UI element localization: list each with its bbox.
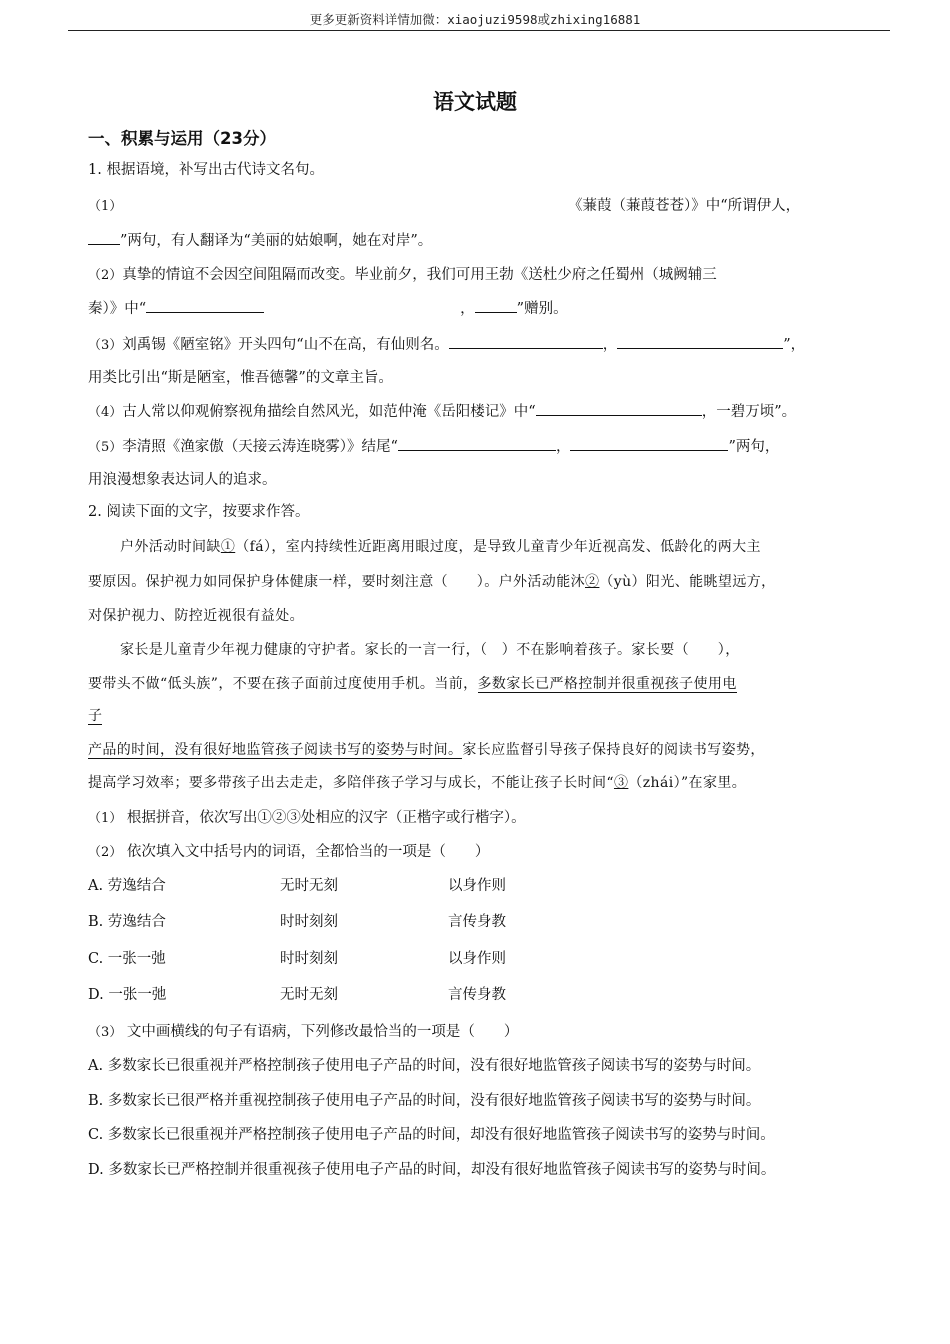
option-word: 无时无刻 xyxy=(280,878,338,894)
sub-question-text: 根据拼音，依次写出①②③处相应的汉字（正楷字或行楷字）。 xyxy=(126,810,526,826)
option-label: C. xyxy=(88,951,104,967)
passage-text: 户外活动时间缺 xyxy=(120,539,221,555)
q1-p2-text-b2: ， xyxy=(460,301,475,317)
q1-p3-num: （3） xyxy=(88,338,123,353)
q1-p4-text-a1: 古人常以仰观俯察视角描绘自然风光，如范仲淹《岳阳楼记》中“ xyxy=(122,404,536,420)
option-word: 时时刻刻 xyxy=(280,914,338,930)
option-word: 以身作则 xyxy=(448,951,506,967)
option-label: A. xyxy=(88,878,104,894)
option-word: 以身作则 xyxy=(448,878,506,894)
q1-p5-text-a2: ， xyxy=(555,439,571,455)
option-text: 多数家长已很重视并严格控制孩子使用电子产品的时间，却没有很好地监管孩子阅读书写的姿势与时间。 xyxy=(107,1127,775,1143)
q2-para2-line4 xyxy=(88,740,765,760)
option-c[interactable] xyxy=(88,949,166,969)
option-word: 一张一弛 xyxy=(108,987,167,1003)
q2-para1-line2 xyxy=(88,572,776,592)
sub-question-num: （2） xyxy=(88,845,123,860)
sub-question-text: 文中画横线的句子有语病，下列修改最恰当的一项是（ ） xyxy=(126,1024,519,1040)
option-label: D. xyxy=(88,1162,104,1178)
q1-p2-text-b3: ”赠别。 xyxy=(516,301,568,317)
q2-sub3 xyxy=(88,1022,518,1043)
option-text: 多数家长已严格控制并很重视孩子使用电子产品的时间，却没有很好地监管孩子阅读书写的姿势与时间。 xyxy=(108,1162,776,1178)
sub3-option-a[interactable] xyxy=(88,1056,760,1076)
option-word: 劳逸结合 xyxy=(107,914,166,930)
q2-para2-line2 xyxy=(88,674,737,694)
passage-text: 家长应监督引导孩子保持良好的阅读书写姿势， xyxy=(462,742,765,758)
q1-p4-line1 xyxy=(88,401,796,423)
option-d[interactable] xyxy=(88,985,166,1005)
q1-p2-line1 xyxy=(88,265,717,286)
q1-p1-line2 xyxy=(88,230,432,251)
underlined-sentence: 子 xyxy=(88,708,103,724)
q1-p4-num: （4） xyxy=(88,405,123,420)
q1-p3-text-a3: ”， xyxy=(783,337,806,353)
option-word: 言传身教 xyxy=(448,914,506,930)
q1-p3-text-a1: 刘禹锡《陋室铭》开头四句“山不在高，有仙则名。 xyxy=(122,337,449,353)
q1-p3-text-b: 用类比引出“斯是陋室，惟吾德馨”的文章主旨。 xyxy=(88,370,393,386)
underlined-sentence: 多数家长已严格控制并很重视孩子使用电 xyxy=(477,676,737,692)
answer-blank[interactable] xyxy=(449,334,603,349)
sub-question-text: 依次填入文中括号内的词语，全都恰当的一项是（ ） xyxy=(126,844,490,860)
q1-p1-num: （1） xyxy=(88,199,123,214)
option-label: A. xyxy=(88,1058,104,1074)
q2-para1-line1 xyxy=(120,537,761,557)
option-word: 一张一弛 xyxy=(107,951,166,967)
answer-blank[interactable] xyxy=(398,436,556,451)
sub3-option-c[interactable] xyxy=(88,1125,775,1145)
q1-p5-text-b: 用浪漫想象表达词人的追求。 xyxy=(88,472,277,488)
q1-p4-text-a2: ，一碧万顷”。 xyxy=(701,404,797,420)
sub-question-num: （3） xyxy=(88,1025,123,1040)
option-word: 时时刻刻 xyxy=(280,951,338,967)
q1-p1-text-a: 《蒹葭（蒹葭苍苍）》中“所谓伊人， xyxy=(568,198,801,214)
q2-sub2 xyxy=(88,842,489,863)
answer-blank[interactable] xyxy=(146,298,264,313)
q1-p3-text-a2: ， xyxy=(602,337,618,353)
q1-p5-line1 xyxy=(88,436,779,458)
option-label: C. xyxy=(88,1127,104,1143)
option-text: 多数家长已很重视并严格控制孩子使用电子产品的时间，没有很好地监管孩子阅读书写的姿势与时间。 xyxy=(107,1058,761,1074)
q1-p5-num: （5） xyxy=(88,440,123,455)
q2-sub1 xyxy=(88,808,526,829)
q1-p2-text-b1: 秦）》中“ xyxy=(88,301,147,317)
q1-p1-text-b: ”两句，有人翻译为“美丽的姑娘啊，她在对岸”。 xyxy=(120,233,433,249)
option-label: D. xyxy=(88,987,104,1003)
blank-marker-2: ② xyxy=(585,574,600,590)
passage-text: （fá），室内持续性近距离用眼过度，是导致儿童青少年近视高发、低龄化的两大主 xyxy=(235,539,761,555)
option-label: B. xyxy=(88,1093,104,1109)
option-text: 多数家长已很严格并重视控制孩子使用电子产品的时间，没有很好地监管孩子阅读书写的姿势与时间。 xyxy=(107,1093,761,1109)
answer-blank[interactable] xyxy=(617,334,783,349)
q1-p5-text-a1: 李清照《渔家傲（天接云涛连晓雾）》结尾“ xyxy=(122,439,398,455)
answer-blank[interactable] xyxy=(475,298,517,313)
q2-para2-line3 xyxy=(88,706,102,726)
option-a[interactable] xyxy=(88,876,166,896)
q2-para1-line3: 对保护视力、防控近视很有益处。 xyxy=(88,608,304,624)
q2-para2-line5 xyxy=(88,773,746,793)
option-word: 言传身教 xyxy=(448,987,506,1003)
page-title: 语文试题 xyxy=(433,90,517,114)
section-heading: 一、积累与运用（23分） xyxy=(88,129,276,148)
sub3-option-d[interactable] xyxy=(88,1160,775,1180)
q2-stem: 2. 阅读下面的文字，按要求作答。 xyxy=(88,504,310,520)
blank-marker-3: ③ xyxy=(613,775,629,791)
blank-marker-1: ① xyxy=(220,539,236,555)
option-word: 劳逸结合 xyxy=(107,878,166,894)
q1-p2-text-a: 真挚的情谊不会因空间阻隔而改变。毕业前夕，我们可用王勃《送杜少府之任蜀州（城阙辅三 xyxy=(122,267,717,283)
sub3-option-b[interactable] xyxy=(88,1091,760,1111)
q1-p1-line1 xyxy=(88,196,122,217)
passage-text: （yù）阳光、能眺望远方， xyxy=(599,574,776,590)
answer-blank[interactable] xyxy=(570,436,728,451)
q2-para2-line1: 家长是儿童青少年视力健康的守护者。家长的一言一行，（ ）不在影响着孩子。家长要（ ）， xyxy=(120,642,740,658)
underlined-sentence: 产品的时间，没有很好地监管孩子阅读书写的姿势与时间。 xyxy=(88,742,463,758)
passage-text: 提高学习效率；要多带孩子出去走走，多陪伴孩子学习与成长，不能让孩子长时间“ xyxy=(88,775,614,791)
option-word: 无时无刻 xyxy=(280,987,338,1003)
passage-text: 要带头不做“低头族”，不要在孩子面前过度使用手机。当前， xyxy=(88,676,478,692)
q1-stem: 1. 根据语境，补写出古代诗文名句。 xyxy=(88,162,324,178)
q1-p3-line1 xyxy=(88,334,805,356)
header-divider xyxy=(68,30,890,31)
sub-question-num: （1） xyxy=(88,811,123,826)
q1-p2-line2 xyxy=(88,298,568,319)
passage-text: 要原因。保护视力如同保护身体健康一样，要时刻注意（ ）。户外活动能沐 xyxy=(88,574,585,590)
q1-p5-text-a3: ”两句， xyxy=(728,439,780,455)
option-b[interactable] xyxy=(88,912,166,932)
passage-text: （zhái）”在家里。 xyxy=(628,775,747,791)
q1-p2-num: （2） xyxy=(88,268,123,283)
option-label: B. xyxy=(88,914,104,930)
page-header: 更多更新资料详情加微：xiaojuzi9598或zhixing16881 xyxy=(309,12,641,27)
answer-blank[interactable] xyxy=(536,401,702,416)
answer-blank[interactable] xyxy=(88,230,120,245)
